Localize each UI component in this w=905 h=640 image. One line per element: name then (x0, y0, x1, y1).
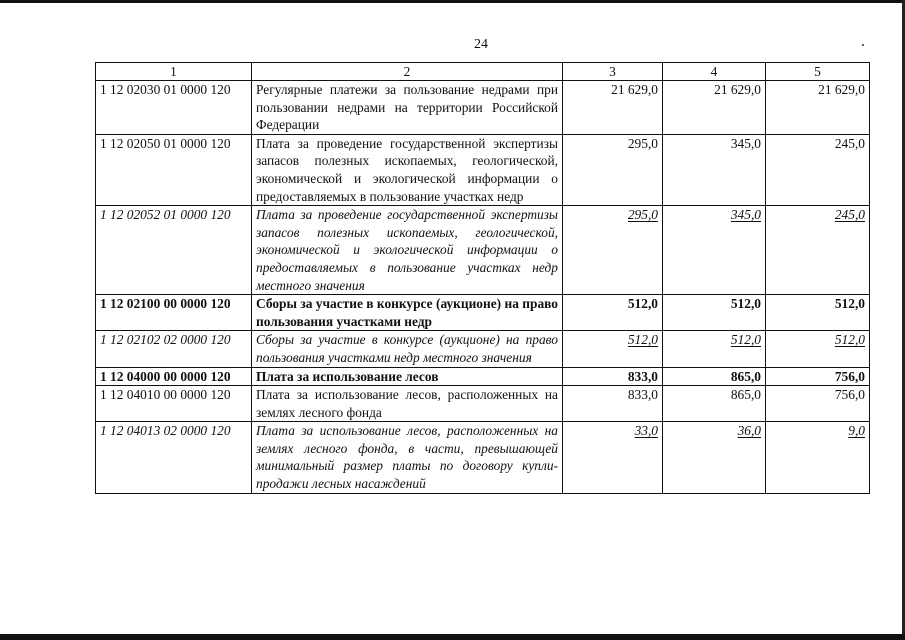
row-value-4: 512,0 (663, 295, 766, 331)
table-row (96, 331, 870, 367)
table-header-row (96, 63, 870, 81)
row-value-5: 512,0 (766, 331, 870, 367)
row-value-4: 345,0 (663, 206, 766, 295)
row-name: Плата за проведение государственной экспертизы запасов полезных ископаемых, геологической, экономической и экологической информации о предоставляемых в пользование участках недр (252, 134, 563, 205)
row-value-4: 21 629,0 (663, 81, 766, 135)
row-code: 1 12 04010 00 0000 120 (96, 386, 252, 422)
column-header-value-5: 5 (766, 63, 870, 81)
row-value-3: 33,0 (563, 422, 663, 493)
row-value-5: 9,0 (766, 422, 870, 493)
row-value-5: 245,0 (766, 134, 870, 205)
row-value-3: 512,0 (563, 331, 663, 367)
table-row (96, 367, 870, 386)
row-name: Сборы за участие в конкурсе (аукционе) на право пользования участками недр (252, 295, 563, 331)
scan-speck (862, 44, 864, 46)
row-value-4: 865,0 (663, 386, 766, 422)
row-name: Плата за проведение государственной экспертизы запасов полезных ископаемых, геологической, экономической и экологической информации о предоставляемых в пользование участках недр местного значения (252, 206, 563, 295)
row-value-5: 756,0 (766, 386, 870, 422)
row-value-3: 833,0 (563, 386, 663, 422)
row-code: 1 12 02050 01 0000 120 (96, 134, 252, 205)
table-row (96, 206, 870, 295)
row-value-3: 833,0 (563, 367, 663, 386)
row-code: 1 12 02052 01 0000 120 (96, 206, 252, 295)
row-value-5: 21 629,0 (766, 81, 870, 135)
budget-revenue-table (95, 62, 870, 494)
row-code: 1 12 02030 01 0000 120 (96, 81, 252, 135)
row-value-4: 36,0 (663, 422, 766, 493)
table-row (96, 386, 870, 422)
row-value-5: 245,0 (766, 206, 870, 295)
table-row (96, 422, 870, 493)
row-name: Сборы за участие в конкурсе (аукционе) на право пользования участками недр местного значения (252, 331, 563, 367)
row-value-4: 345,0 (663, 134, 766, 205)
row-name: Плата за использование лесов (252, 367, 563, 386)
row-value-4: 865,0 (663, 367, 766, 386)
table-row (96, 81, 870, 135)
column-header-name: 2 (252, 63, 563, 81)
row-name: Плата за использование лесов, расположенных на землях лесного фонда (252, 386, 563, 422)
column-header-value-3: 3 (563, 63, 663, 81)
row-value-3: 295,0 (563, 134, 663, 205)
row-code: 1 12 02102 02 0000 120 (96, 331, 252, 367)
scan-border-bottom (0, 634, 905, 640)
row-value-3: 21 629,0 (563, 81, 663, 135)
column-header-code: 1 (96, 63, 252, 81)
row-value-5: 512,0 (766, 295, 870, 331)
table-row (96, 134, 870, 205)
row-code: 1 12 02100 00 0000 120 (96, 295, 252, 331)
scan-border-top (0, 0, 905, 3)
row-value-5: 756,0 (766, 367, 870, 386)
row-code: 1 12 04000 00 0000 120 (96, 367, 252, 386)
page-number: 24 (474, 37, 488, 52)
row-code: 1 12 04013 02 0000 120 (96, 422, 252, 493)
row-value-3: 512,0 (563, 295, 663, 331)
row-name: Регулярные платежи за пользование недрами при пользовании недрами на территории Российской Федерации (252, 81, 563, 135)
table-row (96, 295, 870, 331)
column-header-value-4: 4 (663, 63, 766, 81)
row-name: Плата за использование лесов, расположенных на землях лесного фонда, в части, превышающей минимальный размер платы по договору купли-продажи лесных насаждений (252, 422, 563, 493)
row-value-4: 512,0 (663, 331, 766, 367)
row-value-3: 295,0 (563, 206, 663, 295)
